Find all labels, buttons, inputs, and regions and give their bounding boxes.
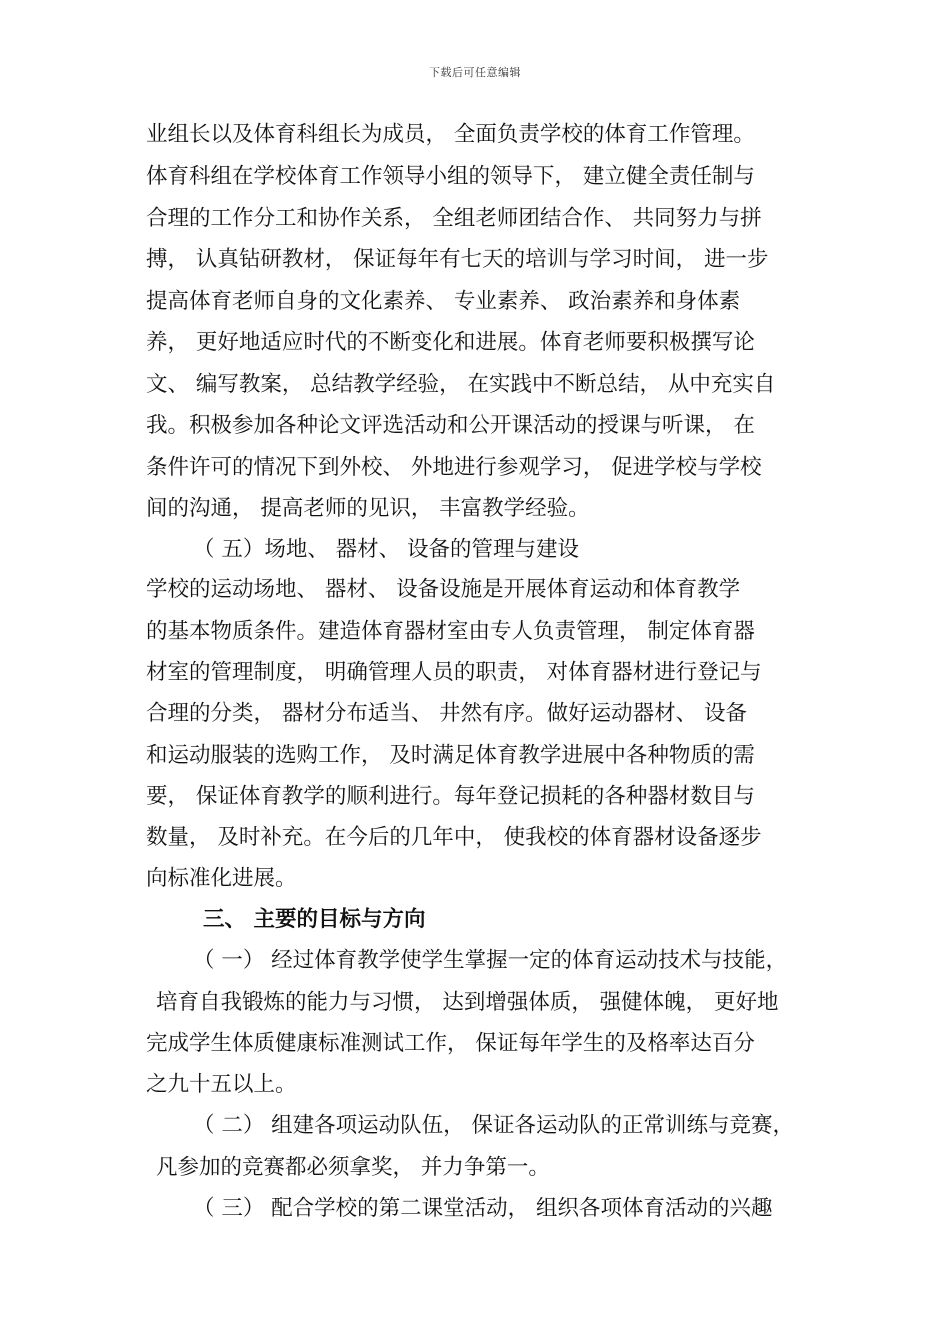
section-subheading: （ 五）场地、 器材、 设备的管理与建设 xyxy=(193,537,580,562)
paragraph-line: 向标准化进展。 xyxy=(146,866,297,891)
page-header: 下载后可任意编辑 xyxy=(429,66,521,79)
paragraph-line: 材室的管理制度， 明确管理人员的职责， 对体育器材进行登记与 xyxy=(146,660,762,685)
paragraph-line: 完成学生体质健康标准测试工作， 保证每年学生的及格率达百分 xyxy=(146,1031,755,1056)
list-item-heading: （ 一） 经过体育教学使学生掌握一定的体育运动技术与技能， xyxy=(193,948,788,973)
paragraph-line: 合理的分类， 器材分布适当、 井然有序。做好运动器材、 设备 xyxy=(146,701,748,726)
paragraph-line: 之九十五以上。 xyxy=(146,1072,297,1097)
paragraph-line: 学校的运动场地、 器材、 设备设施是开展体育运动和体育教学 xyxy=(146,577,741,602)
paragraph-line: 凡参加的竞赛都必须拿奖， 并力争第一。 xyxy=(156,1155,550,1180)
list-item-heading: （ 二） 组建各项运动队伍， 保证各运动队的正常训练与竞赛， xyxy=(193,1113,795,1138)
paragraph-line: 条件许可的情况下到外校、 外地进行参观学习， 促进学校与学校 xyxy=(146,455,762,480)
paragraph-line: 要， 保证体育教学的顺利进行。每年登记损耗的各种器材数目与 xyxy=(146,784,755,809)
paragraph-line: 我。积极参加各种论文评选活动和公开课活动的授课与听课， 在 xyxy=(146,413,755,438)
section-heading: 三、 主要的目标与方向 xyxy=(203,907,426,932)
paragraph-line: 养， 更好地适应时代的不断变化和进展。体育老师要积极撰写论 xyxy=(146,330,755,355)
paragraph-line: 提高体育老师自身的文化素养、 专业素养、 政治素养和身体素 xyxy=(146,289,741,314)
paragraph-line: 和运动服装的选购工作， 及时满足体育教学进展中各种物质的需 xyxy=(146,743,755,768)
list-item-heading: （ 三） 配合学校的第二课堂活动， 组织各项体育活动的兴趣 xyxy=(193,1196,773,1221)
paragraph-line: 间的沟通， 提高老师的见识， 丰富教学经验。 xyxy=(146,496,590,521)
paragraph-line: 培育自我锻炼的能力与习惯， 达到增强体质， 强健体魄， 更好地 xyxy=(156,990,779,1015)
paragraph-line: 业组长以及体育科组长为成员， 全面负责学校的体育工作管理。 xyxy=(146,122,755,147)
paragraph-line: 体育科组在学校体育工作领导小组的领导下， 建立健全责任制与 xyxy=(146,164,755,189)
paragraph-line: 合理的工作分工和协作关系， 全组老师团结合作、 共同努力与拼 xyxy=(146,206,762,231)
paragraph-line: 数量， 及时补充。在今后的几年中， 使我校的体育器材设备逐步 xyxy=(146,825,762,850)
paragraph-line: 文、 编写教案， 总结教学经验， 在实践中不断总结， 从中充实自 xyxy=(146,372,776,397)
paragraph-line: 的基本物质条件。建造体育器材室由专人负责管理， 制定体育器 xyxy=(146,619,755,644)
paragraph-line: 搏， 认真钻研教材， 保证每年有七天的培训与学习时间， 进一步 xyxy=(146,247,769,272)
